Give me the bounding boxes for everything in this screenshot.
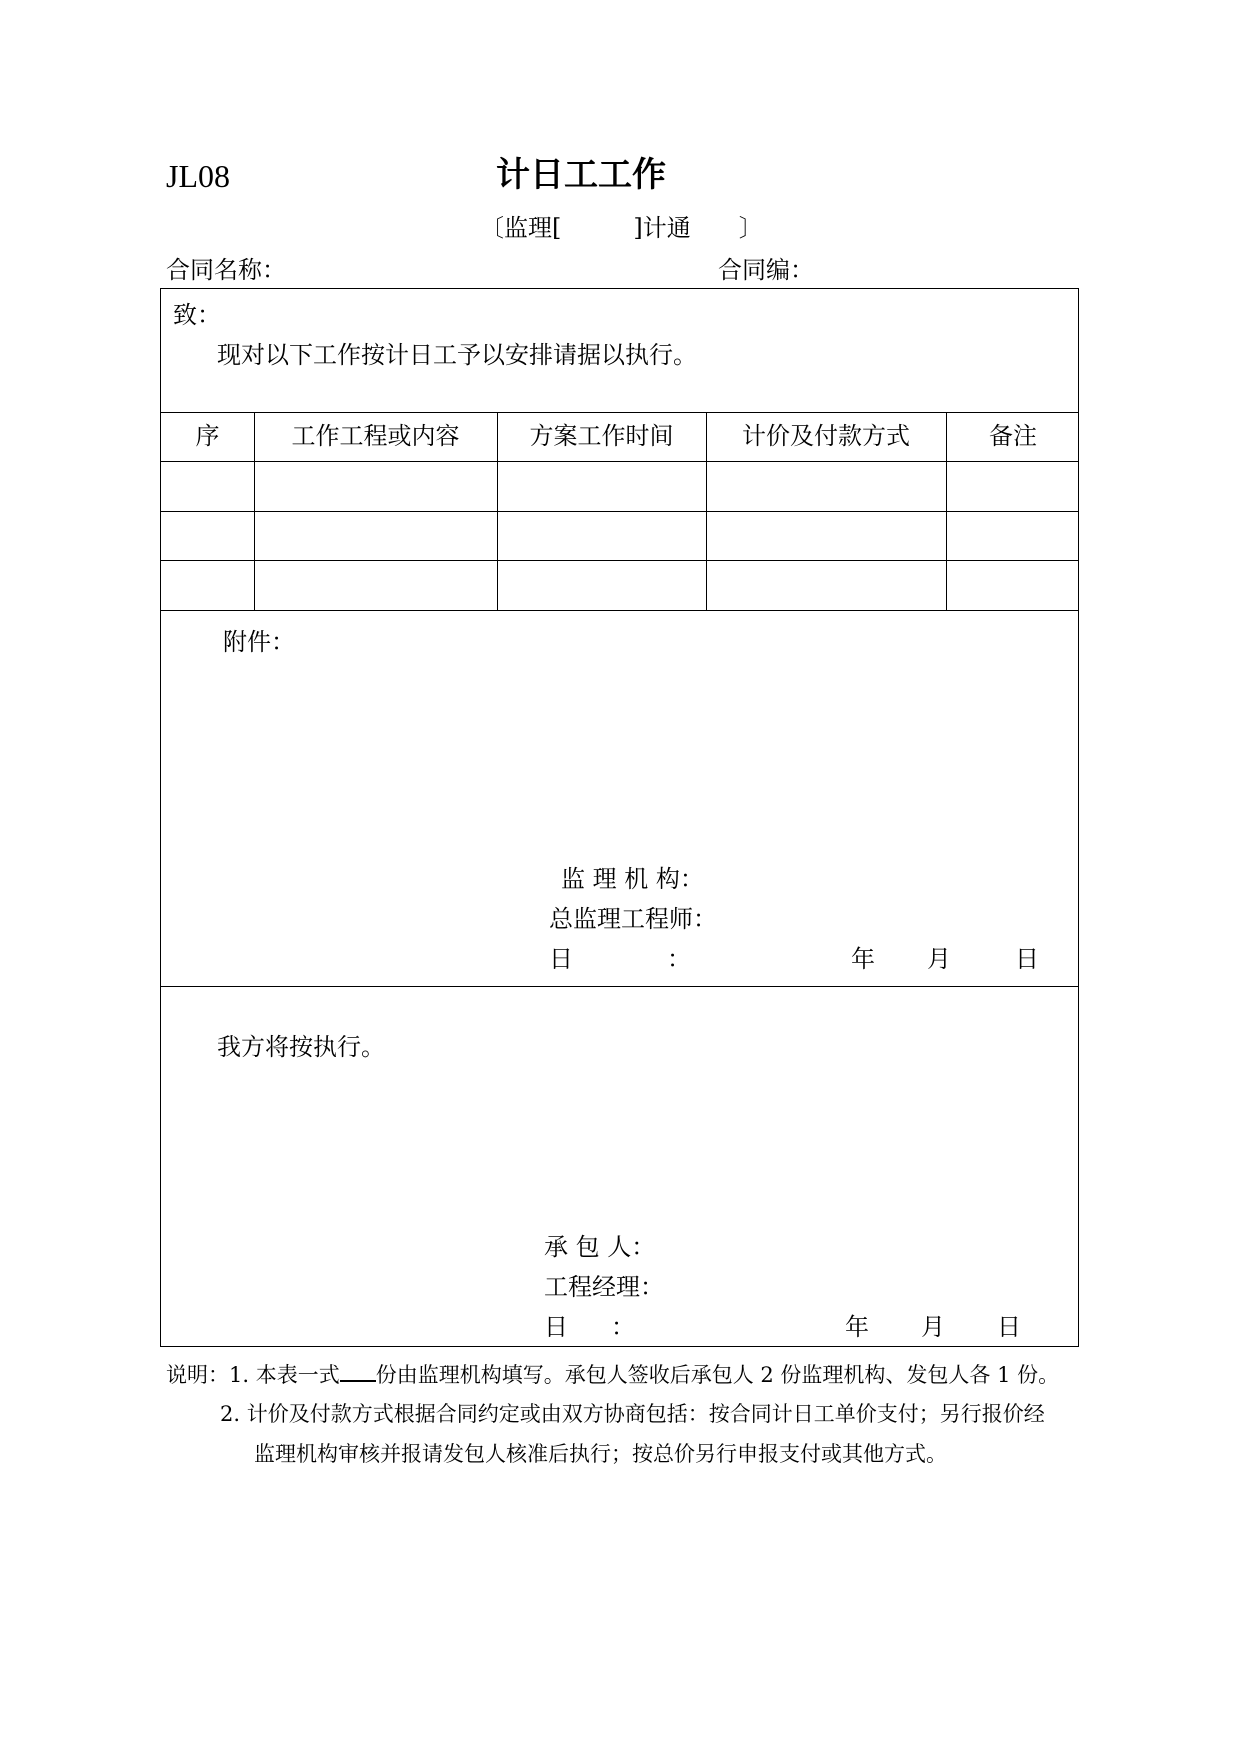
table-bottom-divider — [161, 610, 1078, 611]
table-header-time: 方案工作时间 — [529, 422, 674, 450]
work-form — [160, 288, 1079, 1347]
note-line-3: 监理机构审核并报请发包人核准后执行；按总价另行申报支付或其他方式。 — [254, 1442, 947, 1466]
document-number: 〔监理[ ]计通 〕 — [480, 214, 763, 242]
date-label: 日 — [544, 1313, 568, 1341]
copies-blank — [340, 1362, 376, 1382]
table-header-divider — [161, 461, 1078, 462]
date-month-label: 月 — [921, 1313, 945, 1341]
note-line-1-end: 份由监理机构填写。承包人签收后承包人 2 份监理机构、发包人各 1 份。 — [375, 1363, 1060, 1387]
page-title: 计日工工作 — [496, 155, 666, 195]
to-label: 致： — [173, 301, 221, 329]
note-line-1 — [166, 1362, 1059, 1386]
date-colon: ： — [611, 1313, 635, 1341]
table-row-divider — [161, 511, 1078, 512]
date-label: 日 — [549, 945, 573, 973]
contract-no-label: 合同编： — [718, 256, 814, 284]
table-header-payment: 计价及付款方式 — [742, 422, 910, 450]
date-day-label: 日 — [997, 1313, 1021, 1341]
section-divider — [161, 986, 1078, 987]
form-code: JL08 — [166, 158, 230, 194]
table-header-remarks: 备注 — [989, 422, 1037, 450]
date-year-label: 年 — [851, 945, 875, 973]
contract-name-label: 合同名称： — [166, 256, 286, 284]
table-row-divider — [161, 560, 1078, 561]
date-year-label: 年 — [845, 1313, 869, 1341]
table-header-content: 工作工程或内容 — [291, 422, 460, 450]
contractor-response-text: 我方将按执行。 — [217, 1033, 385, 1061]
note-line-1-start: 说明：1. 本表一式 — [166, 1363, 340, 1387]
supervision-agency-label: 监 理 机 构： — [561, 865, 704, 893]
chief-engineer-label: 总监理工程师： — [549, 905, 717, 933]
project-manager-label: 工程经理： — [544, 1273, 664, 1301]
date-colon: ： — [667, 945, 691, 973]
date-day-label: 日 — [1015, 945, 1039, 973]
instruction-text: 现对以下工作按计日工予以安排请据以执行。 — [217, 341, 697, 369]
attachment-label: 附件： — [223, 628, 295, 656]
date-month-label: 月 — [927, 945, 951, 973]
contractor-label: 承 包 人： — [544, 1233, 656, 1261]
table-header-index: 序 — [195, 422, 220, 450]
note-line-2: 2. 计价及付款方式根据合同约定或由双方协商包括：按合同计日工单价支付；另行报价经 — [220, 1402, 1045, 1426]
